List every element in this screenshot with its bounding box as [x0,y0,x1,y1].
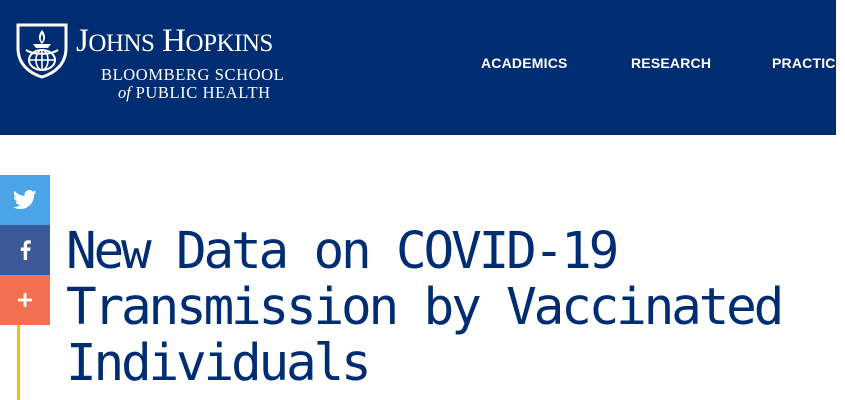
title-line: New Data on COVID-19 [66,222,617,281]
main-nav [0,55,845,75]
nav-item-academics[interactable]: ACADEMICS [481,55,568,71]
title-line: Individuals [66,334,369,393]
accent-bar [17,325,20,400]
nav-item-research[interactable]: RESEARCH [631,55,712,71]
share-facebook-button[interactable] [0,225,50,275]
title-line: Transmission by Vaccinated [66,278,782,337]
plus-icon [18,293,32,307]
logo-subtitle-2: of PUBLIC HEALTH [118,83,271,102]
logo-subtitle: BLOOMBERG SCHOOL [101,65,285,84]
share-twitter-button[interactable] [0,175,50,225]
share-bar [0,175,50,325]
site-header [0,0,845,135]
twitter-icon [13,190,37,210]
article-title [66,224,836,392]
facebook-icon [20,240,31,260]
share-more-button[interactable] [0,275,50,325]
logo-wordmark: JOHNS HOPKINS [76,23,273,59]
nav-item-practice[interactable]: PRACTICE [772,55,845,71]
